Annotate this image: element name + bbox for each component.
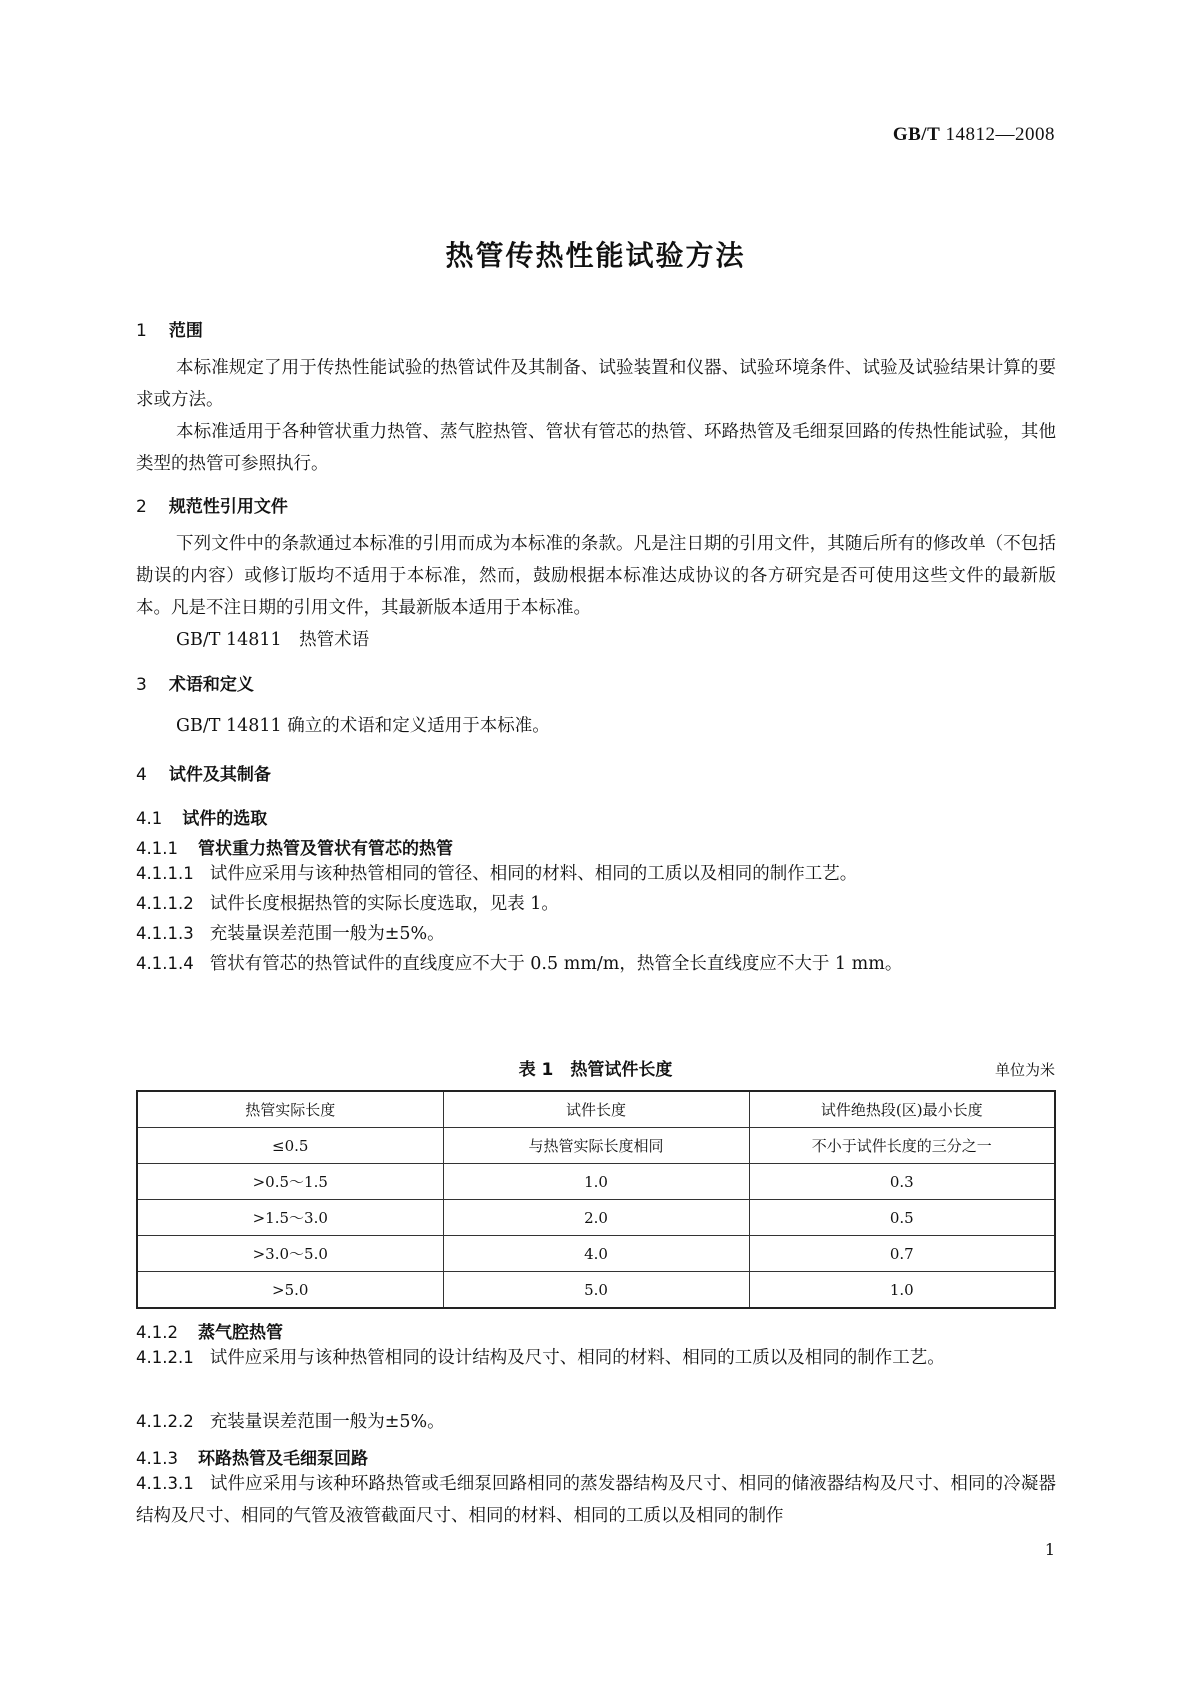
clause-4-1-2-1 — [136, 1342, 1056, 1374]
heat-pipe-length-table — [136, 1090, 1056, 1309]
clause-title: 试件的选取 — [182, 809, 268, 829]
section-number: 4 — [136, 765, 147, 785]
section-number: 1 — [136, 321, 147, 341]
clause-4-1-1-heading — [136, 834, 453, 859]
table-row — [137, 1272, 1055, 1309]
section-4-heading — [136, 760, 271, 785]
clause-4-1-1-2 — [136, 888, 1056, 920]
clause-4-1-2-heading — [136, 1318, 283, 1343]
clause-number: 4.1.1.4 — [136, 954, 194, 973]
table-cell: 与热管实际长度相同 — [443, 1128, 749, 1164]
clause-4-1-1-3 — [136, 918, 1056, 950]
table-row — [137, 1164, 1055, 1200]
section-1-paragraph-1: 本标准规定了用于传热性能试验的热管试件及其制备、试验装置和仪器、试验环境条件、试验及试验结果计算的要求或方法。 — [136, 358, 1056, 410]
normative-reference: GB/T 14811 热管术语 — [176, 630, 370, 650]
section-1-paragraph-2: 本标准适用于各种管状重力热管、蒸气腔热管、管状有管芯的热管、环路热管及毛细泵回路的传热性能试验，其他类型的热管可参照执行。 — [136, 422, 1056, 474]
table-unit: 单位为米 — [994, 1061, 1055, 1079]
page-number: 1 — [1044, 1540, 1055, 1559]
section-2-paragraph-1: 下列文件中的条款通过本标准的引用而成为本标准的条款。凡是注日期的引用文件，其随后所有的修改单（不包括勘误的内容）或修订版均不适用于本标准，然而，鼓励根据本标准达成协议的各方研究是否可使用这些文件的最新版本。凡是不注日期的引用文件，其最新版本适用于本标准。 — [136, 534, 1056, 618]
standard-code: 14812—2008 — [945, 124, 1055, 145]
table-row — [137, 1200, 1055, 1236]
clause-title: 管状重力热管及管状有管芯的热管 — [197, 839, 453, 859]
section-number: 3 — [136, 675, 147, 695]
section-2-heading — [136, 492, 288, 517]
section-3-heading — [136, 670, 254, 695]
clause-number: 4.1.3.1 — [136, 1474, 194, 1493]
standard-number — [893, 124, 1055, 146]
table-cell: 不小于试件长度的三分之一 — [749, 1128, 1055, 1164]
clause-title: 环路热管及毛细泵回路 — [197, 1449, 368, 1469]
clause-number: 4.1.3 — [136, 1449, 178, 1468]
standard-prefix: GB/T — [892, 124, 941, 145]
table-cell: 4.0 — [443, 1236, 749, 1272]
table-header-cell: 试件绝热段(区)最小长度 — [749, 1091, 1055, 1128]
table-cell: 0.7 — [749, 1236, 1055, 1272]
clause-text: 试件应采用与该种热管相同的管径、相同的材料、相同的工质以及相同的制作工艺。 — [209, 864, 858, 884]
table-cell: 1.0 — [443, 1164, 749, 1200]
table-cell: 2.0 — [443, 1200, 749, 1236]
section-3-paragraph-1: GB/T 14811 确立的术语和定义适用于本标准。 — [176, 716, 550, 736]
table-cell: >0.5～1.5 — [137, 1164, 443, 1200]
section-title: 范围 — [168, 321, 203, 341]
table-cell: 1.0 — [749, 1272, 1055, 1309]
clause-text: 管状有管芯的热管试件的直线度应不大于 0.5 mm/m，热管全长直线度应不大于 1 mm。 — [209, 954, 903, 974]
section-title: 术语和定义 — [168, 675, 254, 695]
clause-number: 4.1.1 — [136, 839, 178, 858]
section-title: 试件及其制备 — [168, 765, 271, 785]
table-cell: 0.3 — [749, 1164, 1055, 1200]
table-row — [137, 1236, 1055, 1272]
clause-4-1-3-1 — [136, 1468, 1056, 1532]
table-cell: 5.0 — [443, 1272, 749, 1309]
document-title: 热管传热性能试验方法 — [445, 239, 746, 272]
clause-number: 4.1.2 — [136, 1323, 178, 1342]
section-1-heading — [136, 316, 203, 341]
clause-4-1-heading — [136, 804, 267, 829]
clause-4-1-1-4 — [136, 948, 1056, 980]
table-cell: >5.0 — [137, 1272, 443, 1309]
table-cell: 0.5 — [749, 1200, 1055, 1236]
clause-number: 4.1 — [136, 809, 163, 828]
clause-text: 试件应采用与该种环路热管或毛细泵回路相同的蒸发器结构及尺寸、相同的储液器结构及尺寸、相同的冷凝器结构及尺寸、相同的气管及液管截面尺寸、相同的材料、相同的工质以及相同的制作 — [136, 1474, 1056, 1526]
table-caption: 表 1 热管试件长度 — [518, 1060, 673, 1080]
table-cell: >1.5～3.0 — [137, 1200, 443, 1236]
clause-number: 4.1.1.2 — [136, 894, 194, 913]
clause-number: 4.1.1.3 — [136, 924, 194, 943]
table-header-row — [137, 1091, 1055, 1128]
table-cell: >3.0～5.0 — [137, 1236, 443, 1272]
clause-number: 4.1.2.1 — [136, 1348, 194, 1367]
clause-text: 试件长度根据热管的实际长度选取，见表 1。 — [209, 894, 559, 914]
clause-title: 蒸气腔热管 — [197, 1323, 283, 1343]
clause-4-1-2-2 — [136, 1406, 1056, 1438]
clause-text: 充装量误差范围一般为±5%。 — [209, 924, 445, 944]
table-cell: ≤0.5 — [137, 1128, 443, 1164]
clause-4-1-1-1 — [136, 858, 1056, 890]
clause-number: 4.1.1.1 — [136, 864, 194, 883]
table-header-cell: 试件长度 — [443, 1091, 749, 1128]
table-header-cell: 热管实际长度 — [137, 1091, 443, 1128]
clause-number: 4.1.2.2 — [136, 1412, 194, 1431]
table-row — [137, 1128, 1055, 1164]
section-title: 规范性引用文件 — [168, 497, 288, 517]
clause-text: 充装量误差范围一般为±5%。 — [209, 1412, 445, 1432]
clause-text: 试件应采用与该种热管相同的设计结构及尺寸、相同的材料、相同的工质以及相同的制作工艺。 — [209, 1348, 945, 1368]
section-number: 2 — [136, 497, 147, 517]
clause-4-1-3-heading — [136, 1444, 368, 1469]
